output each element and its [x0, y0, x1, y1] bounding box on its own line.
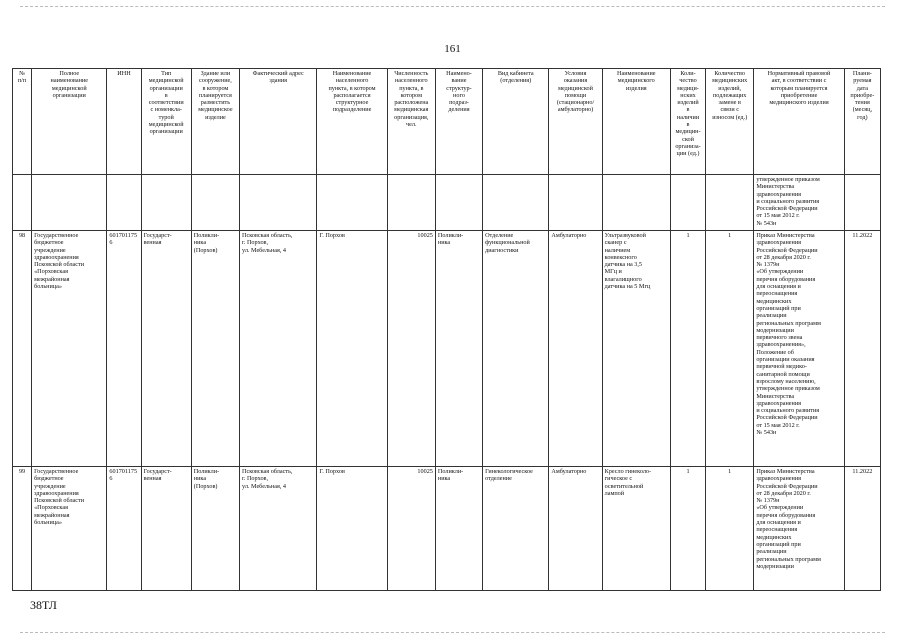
unit-name: Поликли- ника: [435, 231, 482, 467]
room-type: Отделение функциональной диагностики: [483, 231, 549, 467]
table-cell: [387, 175, 435, 231]
building-name: Поликли- ника (Порхов): [191, 231, 239, 467]
scan-edge-top: [20, 6, 885, 7]
purchase-date: 11.2022: [844, 231, 880, 467]
table-cell: [483, 175, 549, 231]
header-cell-act: Нормативный правовой акт, в соответствии с которым планируется приобретение медицинского изделия: [754, 69, 844, 175]
qty-available: 1: [670, 231, 705, 467]
population-value: 10025: [387, 231, 435, 467]
table-cell: [191, 175, 239, 231]
room-type: Гинекологическое отделение: [483, 467, 549, 591]
row-number: 99: [13, 467, 32, 591]
header-cell-building: Здание или сооружение, в котором планируется разместить медицинское изделие: [191, 69, 239, 175]
table-cell: [107, 175, 141, 231]
table-cell: [435, 175, 482, 231]
building-name: Поликли- ника (Порхов): [191, 467, 239, 591]
actual-address: Псковская область, г. Порхов, ул. Мебельная, 4: [240, 231, 317, 467]
inn-value: 6017011756: [107, 231, 141, 467]
header-cell-type: Тип медицинской организации в соответствии с номенкла- турой медицинской организации: [141, 69, 191, 175]
device-name: Ультразвуковой сканер с наличием конвексного датчика на 3,5 МГц и влагалищного датчика на 5 Мгц: [602, 231, 670, 467]
equipment-table: [12, 68, 881, 591]
continuation-row: [13, 175, 881, 231]
settlement-name: Г. Порхов: [317, 231, 387, 467]
org-name: Государственное бюджетное учреждение здравоохранения Псковской области «Порховская межрайонная больница»: [32, 231, 107, 467]
row-number: 98: [13, 231, 32, 467]
continuation-act-text: утвержденное приказом Министерства здравоохранения и социального развития Российской Федерации от 15 мая 2012 г. № 543н: [754, 175, 844, 231]
care-conditions: Амбулаторно: [549, 467, 602, 591]
org-type: Государст- венная: [141, 231, 191, 467]
header-cell-device: Наименование медицинского изделия: [602, 69, 670, 175]
table-row: [13, 467, 881, 591]
header-cell-room: Вид кабинета (отделения): [483, 69, 549, 175]
qty-replace: 1: [706, 467, 754, 591]
table-cell: [317, 175, 387, 231]
actual-address: Псковская область, г. Порхов, ул. Мебельная, 4: [240, 467, 317, 591]
table-cell: [844, 175, 880, 231]
table-cell: [670, 175, 705, 231]
purchase-date: 11.2022: [844, 467, 880, 591]
settlement-name: Г. Порхов: [317, 467, 387, 591]
inn-value: 6017011756: [107, 467, 141, 591]
header-cell-settlement: Наименование населенного пункта, в котором располагается структурное подразделение: [317, 69, 387, 175]
header-cell-qty-replace: Количество медицинских изделий, подлежащих замене в связи с износом (ед.): [706, 69, 754, 175]
header-row: [13, 69, 881, 175]
legal-act: Приказ Министерства здравоохранения Российской Федерации от 28 декабря 2020 г. № 1379н «Об утверждении перечня оборудования для оснащения и переоснащения медицинских организаций при реализации региональных программ модернизации первичного звена здравоохранения», Положение об организации оказания первичной медико- санитарной помощи взрослому населению, утвержденное приказом Министерства здравоохранения и социального развития Российской Федерации от 15 мая 2012 г. № 543н: [754, 231, 844, 467]
table-row: [13, 231, 881, 467]
header-cell-address: Фактический адрес здания: [240, 69, 317, 175]
population-value: 10025: [387, 467, 435, 591]
header-cell-conditions: Условия оказания медицинской помощи (стационарно/ амбулаторно): [549, 69, 602, 175]
org-type: Государст- венная: [141, 467, 191, 591]
qty-available: 1: [670, 467, 705, 591]
scan-edge-bottom: [20, 632, 885, 633]
header-cell-date: Плани- руемая дата приобре- тения (месяц, год): [844, 69, 880, 175]
header-cell-num: № п/п: [13, 69, 32, 175]
footer-code: 38ТЛ: [30, 598, 57, 612]
table-cell: [602, 175, 670, 231]
header-cell-qty-available: Коли- чество медици- нских изделий в наличии в медицин- ской организа- ции (ед.): [670, 69, 705, 175]
device-name: Кресло гинеколо- гическое с осветительной лампой: [602, 467, 670, 591]
table-cell: [13, 175, 32, 231]
unit-name: Поликли- ника: [435, 467, 482, 591]
header-cell-population: Численность населенного пункта, в котором расположена медицинская организация, чел.: [387, 69, 435, 175]
header-cell-org: Полное наименование медицинской организации: [32, 69, 107, 175]
legal-act: Приказ Министерства здравоохранения Российской Федерации от 28 декабря 2020 г. № 1379н «Об утверждении перечня оборудования для оснащения и переоснащения медицинских организаций при реализации региональных программ модернизации: [754, 467, 844, 591]
table-cell: [141, 175, 191, 231]
table-cell: [240, 175, 317, 231]
org-name: Государственное бюджетное учреждение здравоохранения Псковской области «Порховская межрайонная больница»: [32, 467, 107, 591]
qty-replace: 1: [706, 231, 754, 467]
header-cell-unit: Наимено- вание структур- ного подраз- деления: [435, 69, 482, 175]
table-cell: [549, 175, 602, 231]
page-number: 161: [444, 43, 461, 55]
table-cell: [32, 175, 107, 231]
care-conditions: Амбулаторно: [549, 231, 602, 467]
table-cell: [706, 175, 754, 231]
header-cell-inn: ИНН: [107, 69, 141, 175]
